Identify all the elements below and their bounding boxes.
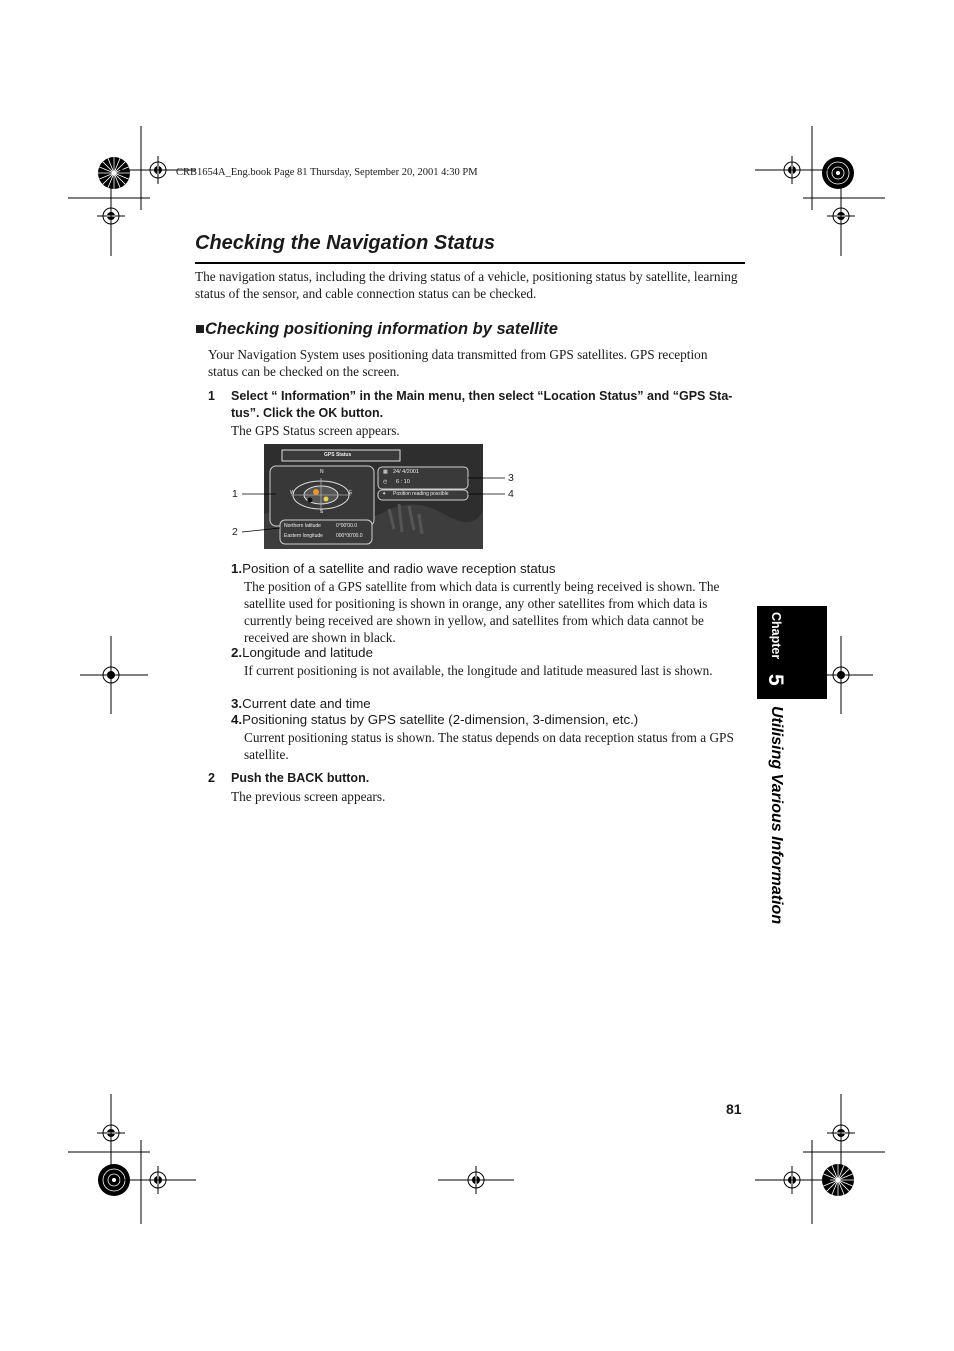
list-item-description: Current positioning status is shown. The status depends on data reception status from a GPS satellite. bbox=[244, 730, 734, 762]
callout-4: 4 bbox=[508, 488, 514, 500]
step-1-line-2: tus”. Click the OK button. bbox=[231, 406, 384, 420]
satellite-icon: ✦ bbox=[382, 491, 387, 497]
gps-time: 6 : 10 bbox=[396, 479, 410, 485]
list-item-number: 1. bbox=[231, 561, 243, 576]
longitude-label: Eastern longitude bbox=[284, 533, 323, 539]
step-1-result: The GPS Status screen appears. bbox=[231, 423, 400, 438]
intro-paragraph: The navigation status, including the driving status of a vehicle, positioning status by satellite, learning status of the sensor, and cable connection status can be checked. bbox=[195, 269, 738, 301]
list-item bbox=[231, 645, 373, 660]
side-title: Utilising Various Information bbox=[768, 706, 785, 925]
compass-n: N bbox=[320, 469, 324, 475]
list-item bbox=[231, 696, 371, 711]
section-heading bbox=[195, 320, 558, 339]
step-1-number: 1 bbox=[208, 389, 215, 403]
list-item-description: If current positioning is not available, the longitude and latitude measured last is shown. bbox=[244, 663, 713, 678]
list-item-heading: Current date and time bbox=[242, 696, 371, 711]
section-heading-text: Checking positioning information by satellite bbox=[204, 320, 558, 338]
gps-screen-title: GPS Status bbox=[324, 452, 352, 458]
gps-position-status: Position reading possible bbox=[393, 491, 449, 497]
chapter-label: Chapter bbox=[769, 612, 783, 660]
page-number: 81 bbox=[726, 1101, 742, 1117]
latitude-label: Northern latitude bbox=[284, 523, 321, 529]
list-item-description: The position of a GPS satellite from which data is currently being received is shown. The satellite used for positioning is shown in orange, any other satellites from which data is currently being received are shown in yellow, and satellites from which data cannot be received are shown in black. bbox=[244, 579, 720, 645]
compass-s: S bbox=[320, 509, 324, 515]
clock-icon: ◴ bbox=[383, 479, 388, 485]
step-1-line-1: Select “ Information” in the Main menu, then select “Location Status” and “GPS Sta- bbox=[231, 389, 733, 403]
chapter-number: 5 bbox=[764, 674, 787, 686]
gps-date: 24/ 4/2001 bbox=[393, 469, 419, 475]
callout-3: 3 bbox=[508, 472, 514, 484]
list-item-number: 2. bbox=[231, 645, 243, 660]
callout-2: 2 bbox=[232, 526, 238, 538]
step-2-result: The previous screen appears. bbox=[231, 789, 386, 804]
compass-e: E bbox=[349, 490, 353, 496]
callout-lines bbox=[230, 470, 520, 545]
compass-w: W bbox=[290, 490, 295, 496]
list-item bbox=[231, 712, 638, 727]
print-header: CRB1654A_Eng.book Page 81 Thursday, September 20, 2001 4:30 PM bbox=[176, 167, 478, 178]
section-intro: Your Navigation System uses positioning data transmitted from GPS satellites. GPS reception status can be checked on the screen. bbox=[208, 347, 708, 379]
list-item-number: 3. bbox=[231, 696, 243, 711]
callout-1: 1 bbox=[232, 488, 238, 500]
title-rule bbox=[195, 262, 745, 264]
list-item-heading: Position of a satellite and radio wave reception status bbox=[242, 561, 556, 576]
list-item-heading: Positioning status by GPS satellite (2-dimension, 3-dimension, etc.) bbox=[242, 712, 639, 727]
step-2-text: Push the BACK button. bbox=[231, 771, 370, 785]
square-bullet-icon: ■ bbox=[195, 320, 205, 338]
step-2-number: 2 bbox=[208, 771, 215, 785]
list-item bbox=[231, 561, 556, 576]
list-item-heading: Longitude and latitude bbox=[242, 645, 373, 660]
longitude-value: 000°00'00.0 bbox=[336, 533, 363, 539]
calendar-icon: ▦ bbox=[383, 469, 388, 475]
list-item-number: 4. bbox=[231, 712, 243, 727]
page-title: Checking the Navigation Status bbox=[195, 232, 496, 254]
latitude-value: 0°00'00.0 bbox=[336, 523, 358, 529]
